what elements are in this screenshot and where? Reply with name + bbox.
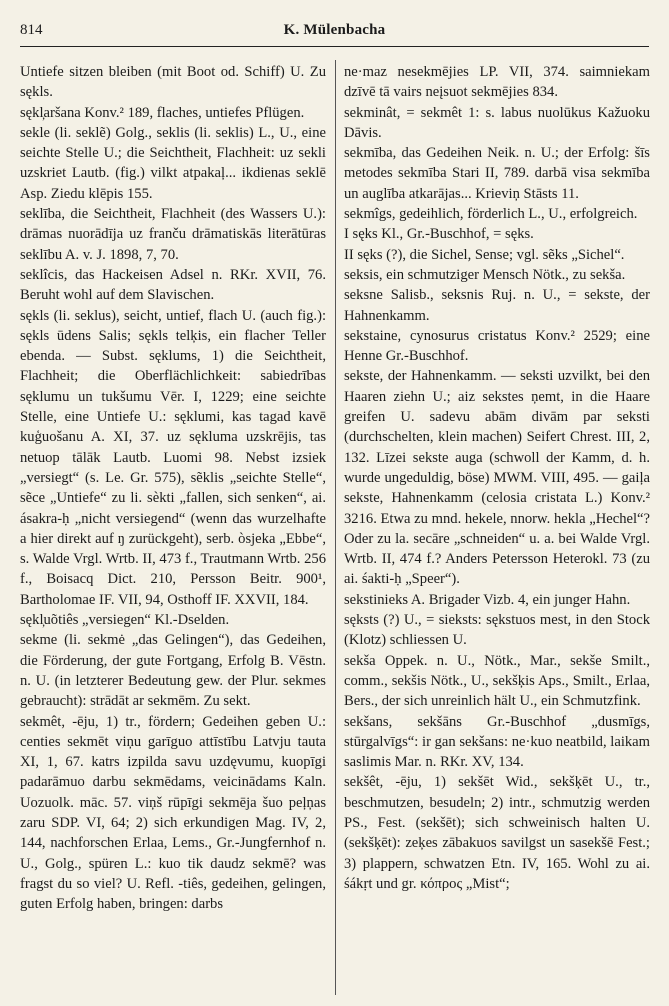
dictionary-entry: sekminât, = sekmêt 1: s. labus nuolūkus Kažuoku Dāvis. — [344, 104, 650, 141]
dictionary-entry: seklîcis, das Hackeisen Adsel n. RKr. XVII, 76. Beruht wohl auf dem Slavischen. — [20, 266, 326, 304]
dictionary-entry: sękl̦uõtiês „versiegen“ Kl.-Dselden. — [20, 612, 230, 629]
right-column — [344, 62, 650, 992]
dictionary-entry: seksne Salisb., seksnis Ruj. n. U., = sekste, der Hahnenkamm. — [344, 287, 650, 324]
dictionary-entry: seksis, ein schmutziger Mensch Nötk., zu sekša. — [344, 266, 626, 283]
dictionary-entry: sekša Oppek. n. U., Nötk., Mar., sekše Smilt., comm., sekšis Nötk., U., sekšķis Aps., Smilt., Erlaa, Bers., der sich unreinlich hält U., ein Schmutzfink. — [344, 652, 650, 710]
dictionary-entry: sekmība, das Gedeihen Neik. n. U.; der Erfolg: šīs metodes sekmība Stari II, 789. darbā visa sekmība un auglība atkarājas... Krieviņ Stāsts 11. — [344, 145, 650, 202]
dictionary-entry: sęksts (?) U., = sieksts: sękstuos mest, in den Stock (Klotz) schliessen U. — [344, 612, 650, 649]
dictionary-entry: sekme (li. sekmė „das Gelingen“), das Gedeihen, die Förderung, der gute Fortgang, Erfolg B. Vēstn. n. U. (in letzterer Bedeutung gew. der Plur. sekmes gebraucht): strādāt ar sekmēm. Zu sekt. — [20, 632, 326, 710]
dictionary-entry: sękl̦aršana Konv.² 189, flaches, untiefes Pflügen. — [20, 104, 305, 121]
dictionary-entry: sekste, der Hahnenkamm. — seksti uzvilkt, bei den Haaren ziehn U.; aiz sekstes ņemt, in die Haare greifen U. sadevu abām divām par seksti (durchschelten, klein machen) Seifert Chrest. III, 2, 132. Līzei sekste auga (schwoll der Kamm, d. h. wurde ungeduldig, böse) MWM. VIII, 495. — gaiļa sekste, Hahnenkamm (celosia cristata L.) Konv.² 3216. Etwa zu mnd. hekele, nnorw. hekla „Hechel“? Oder zu la. secāre „schneiden“ u. a. bei Walde Vrgl. Wrtb. II, 474 f.? Anders Petersson Heterokl. 73 (zu ai. śakti-ḥ „Speer“). — [344, 368, 650, 588]
page-number: 814 — [20, 22, 43, 38]
dictionary-entry: Untiefe sitzen bleiben (mit Boot od. Schiff) U. Zu sękls. — [20, 64, 326, 101]
dictionary-entry: sękls (li. seklus), seicht, untief, flach U. (auch fig.): sękls ūdens Salis; sękls telķis, ein flacher Teller ebenda. — Subst. sęklums, 1) die Seichtheit, Flachheit; die Oberflächlichkeit: sabiedrības sęklumu un tukšumu Vēr. I, 1229; eine seichte Stelle, eine Untiefe U.: sęklumi, kas tagad kavē kuģuošanu A. XI, 37. uz sękluma uzskrējis, tas netuop tālāk Lautb. Luomi 98. Nebst izsiek „versiegt“ (s. Le. Gr. 575), sẽklis „seichte Stelle“, sẽce „Untiefe“ zu li. sèkti „fallen, sich senken“, ai. ásakra-ḥ „nicht versiegend“ (wenn das wurzelhafte a hier direkt auf ŋ zurückgeht), serb. òsjeka „Ebbe“, s. Walde Vrgl. Wrtb. II, 473 f., Trautmann Wrtb. 256 f., Boisacq Dict. 210, Persson Beitr. 900¹, Bartholomae IF. VII, 94, Osthoff IF. XXVII, 184. — [20, 307, 326, 608]
dictionary-entry: sekstaine, cynosurus cristatus Konv.² 2529; eine Henne Gr.-Buschhof. — [344, 327, 650, 365]
left-column — [20, 62, 326, 992]
dictionary-entry: ne·maz nesekmējies LP. VII, 374. saimniekam dzīvē tā vairs neįsuot sekmējies 834. — [344, 64, 650, 101]
dictionary-entry: sekšêt, -ēju, 1) sekšēt Wid., sekšķēt U., tr., beschmutzen, besudeln; 2) intr., schmutzig werden PS., Fest. (sekšēt); sich schweinisch halten U. (sekšķēt): zeķes zābakuos savilgst un sasekšē Fest.; 3) plappern, schwatzen Etn. IV, 165. Wohl zu ai. śákṛt und gr. κόπρος „Mist“; — [344, 774, 650, 892]
dictionary-entry: sekmêt, -ēju, 1) tr., fördern; Gedeihen geben U.: centies sekmēt viņu garīguo attīstību Latvju tauta XI, 1, 67. katrs izpilda savu uzdęvumu, kuopīgi padarāmuo darbu sekmēdams, veicinādams Kaln. Uozuolk. māc. 57. viņš rūpīgi sekmēja šuo peļņas zaru SDP. VI, 64; 2) sich erkundigen Mag. IV, 2, 144, nachforschen Erlaa, Lems., Gr.-Jungfernhof n. U., Golg., spüren L.: kuo tik daudz sekmē? was fragst du so viel? U. Refl. -tiês, gedeihen, gelingen, guten Erfolg haben, bringen: darbs — [20, 713, 326, 913]
dictionary-entry: seklība, die Seichtheit, Flachheit (des Wassers U.): drāmas nuorādīja uz franču drāmatiskās literātūras seklību A. v. J. 1898, 7, 70. — [20, 206, 326, 263]
running-head: K. Mülenbacha — [283, 22, 386, 38]
dictionary-entry: sekmîgs, gedeihlich, förderlich L., U., erfolgreich. — [344, 206, 638, 223]
dictionary-entry: II sęks (?), die Sichel, Sense; vgl. sẽks „Sichel“. — [344, 246, 625, 263]
dictionary-entry: sekstinieks A. Brigader Vizb. 4, ein junger Hahn. — [344, 591, 631, 608]
dictionary-entry: I sęks Kl., Gr.-Buschhof, = sęks. — [344, 226, 534, 243]
column-divider — [335, 60, 336, 995]
dictionary-entry: sekle (li. seklẽ) Golg., seklis (li. seklis) L., U., eine seichte Stelle U.; die Seichtheit, Flachheit: uz sekli uzskriet Lautb. (fig.) vilkt atpakaļ... ikdienas seklē Asp. Ziedu klēpis 155. — [20, 124, 326, 202]
page-header — [20, 22, 649, 47]
dictionary-entry: sekšans, sekšāns Gr.-Buschhof „dusmīgs, stūrgalvīgs“: ir gan sekšans: ne·kuo neatbild, laikam saslimis Mar. n. RKr. XV, 134. — [344, 713, 650, 771]
